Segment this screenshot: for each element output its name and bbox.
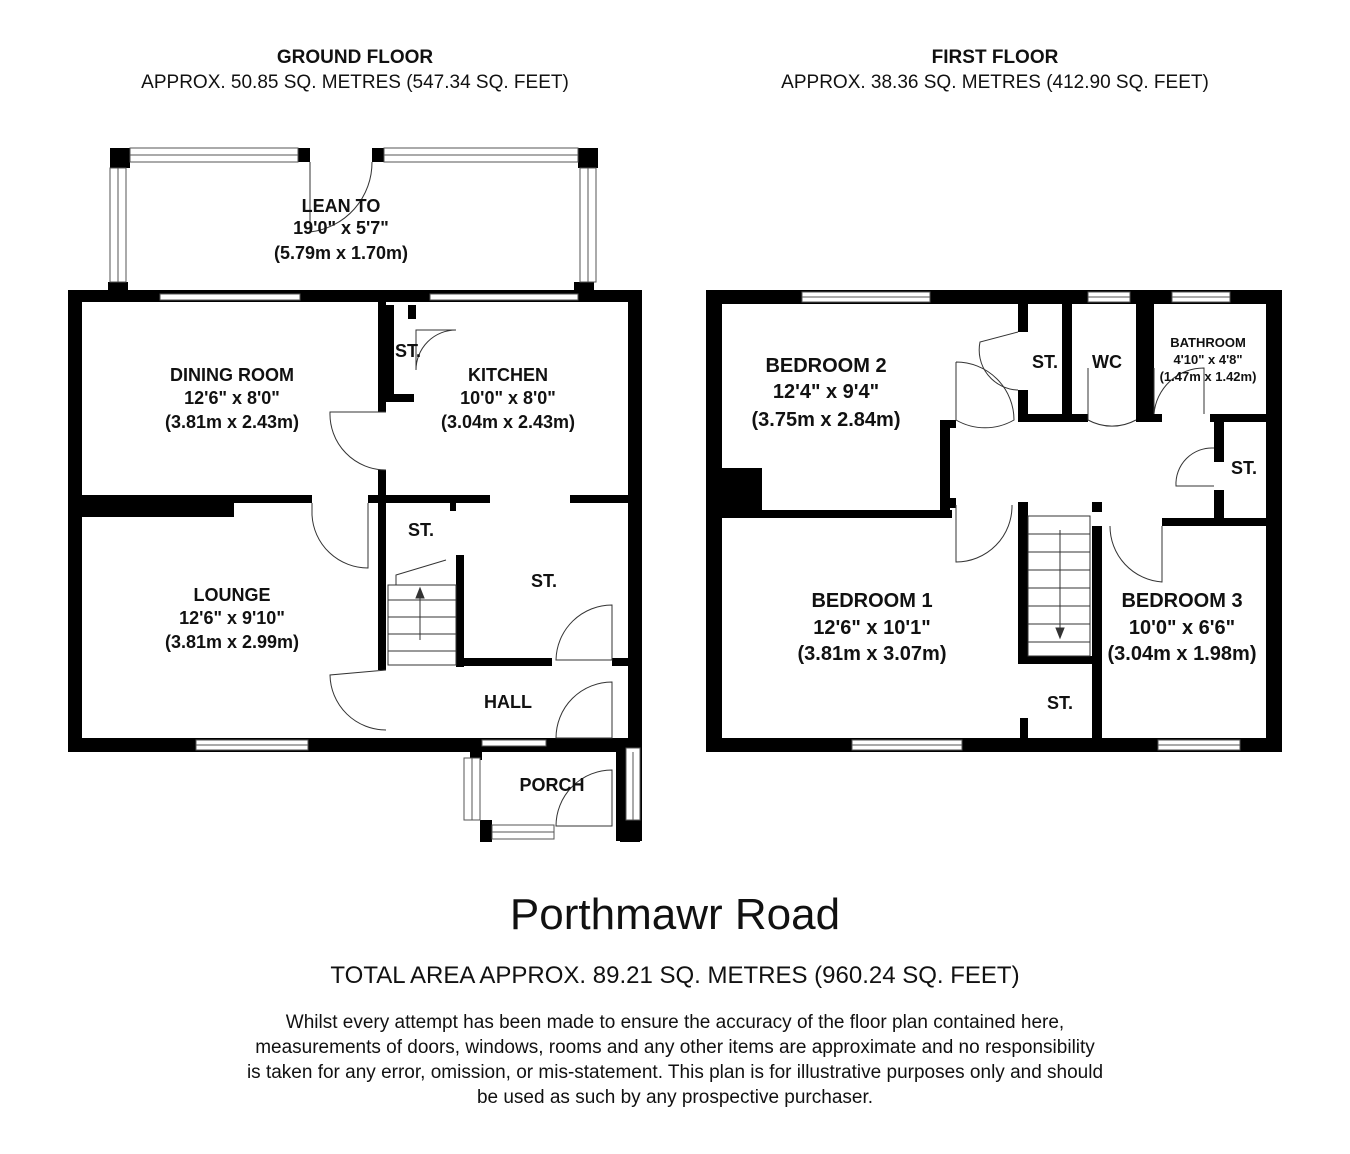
ff-wall-left bbox=[706, 290, 722, 752]
label-st-landing: ST. bbox=[1230, 458, 1258, 478]
gf-wall-right bbox=[628, 290, 642, 752]
room-lean-to-metric: (5.79m x 1.70m) bbox=[273, 243, 409, 263]
first-floor-title: FIRST FLOOR bbox=[931, 47, 1059, 68]
gf-wall-left bbox=[68, 290, 82, 752]
room-lounge-imperial: 12'6" x 9'10" bbox=[179, 608, 285, 628]
room-kitchen-name: KITCHEN bbox=[468, 365, 548, 385]
room-bedroom1-name: BEDROOM 1 bbox=[811, 590, 933, 612]
ff-stairs bbox=[1028, 516, 1090, 656]
gf-wall-bottom bbox=[68, 738, 642, 752]
ff-wall-right bbox=[1266, 290, 1282, 752]
room-lean-to-imperial: 19'0" x 5'7" bbox=[293, 218, 389, 238]
disclaimer-line: is taken for any error, omission, or mis-statement. This plan is for illustrative purposes only and should bbox=[246, 1062, 1104, 1083]
room-dining-metric: (3.81m x 2.43m) bbox=[164, 412, 300, 432]
room-dining-name: DINING ROOM bbox=[170, 365, 294, 385]
label-st-top: ST. bbox=[1031, 352, 1059, 372]
disclaimer-line: measurements of doors, windows, rooms and any other items are approximate and no responsibility bbox=[255, 1037, 1095, 1058]
ground-floor-title: GROUND FLOOR bbox=[276, 47, 434, 68]
gf-stairs bbox=[388, 560, 456, 665]
disclaimer bbox=[175, 1010, 1175, 1110]
property-name: Porthmawr Road bbox=[509, 890, 841, 939]
room-bedroom1-imperial: 12'6" x 10'1" bbox=[813, 617, 931, 639]
label-wc: WC bbox=[1092, 352, 1122, 372]
room-dining-imperial: 12'6" x 8'0" bbox=[184, 388, 280, 408]
room-bedroom3-name: BEDROOM 3 bbox=[1121, 590, 1243, 612]
label-st-bed1: ST. bbox=[1046, 693, 1074, 713]
room-bedroom2-imperial: 12'4" x 9'4" bbox=[772, 381, 880, 403]
room-bedroom2-metric: (3.75m x 2.84m) bbox=[751, 409, 901, 431]
room-bathroom-metric: (1.47m x 1.42m) bbox=[1159, 369, 1257, 384]
gf-wall-dining-lounge bbox=[82, 495, 234, 517]
room-bedroom3-imperial: 10'0" x 6'6" bbox=[1128, 617, 1236, 639]
disclaimer-line: be used as such by any prospective purchaser. bbox=[476, 1087, 874, 1108]
room-bedroom1-metric: (3.81m x 3.07m) bbox=[797, 643, 947, 665]
room-kitchen-imperial: 10'0" x 8'0" bbox=[460, 388, 556, 408]
room-bedroom2-name: BEDROOM 2 bbox=[765, 355, 887, 377]
room-bathroom-name: BATHROOM bbox=[1170, 335, 1246, 350]
gf-wall-dining-kitchen bbox=[378, 302, 386, 412]
room-bathroom-imperial: 4'10" x 4'8" bbox=[1173, 352, 1243, 367]
ground-floor-area: APPROX. 50.85 SQ. METRES (547.34 SQ. FEET) bbox=[141, 72, 569, 93]
room-kitchen-metric: (3.04m x 2.43m) bbox=[440, 412, 576, 432]
room-lounge-metric: (3.81m x 2.99m) bbox=[164, 632, 300, 652]
label-st-kitchen: ST. bbox=[394, 341, 422, 361]
total-area: TOTAL AREA APPROX. 89.21 SQ. METRES (960.24 SQ. FEET) bbox=[330, 962, 1020, 989]
disclaimer-line: Whilst every attempt has been made to ensure the accuracy of the floor plan contained here, bbox=[285, 1012, 1065, 1033]
room-lounge-name: LOUNGE bbox=[193, 585, 271, 605]
first-floor-area: APPROX. 38.36 SQ. METRES (412.90 SQ. FEET) bbox=[781, 72, 1209, 93]
label-st-under-stairs: ST. bbox=[407, 520, 435, 540]
label-hall: HALL bbox=[484, 692, 532, 712]
room-lean-to-name: LEAN TO bbox=[301, 196, 381, 216]
label-porch: PORCH bbox=[519, 775, 585, 795]
room-bedroom3-metric: (3.04m x 1.98m) bbox=[1107, 643, 1257, 665]
label-st-hall: ST. bbox=[530, 571, 558, 591]
